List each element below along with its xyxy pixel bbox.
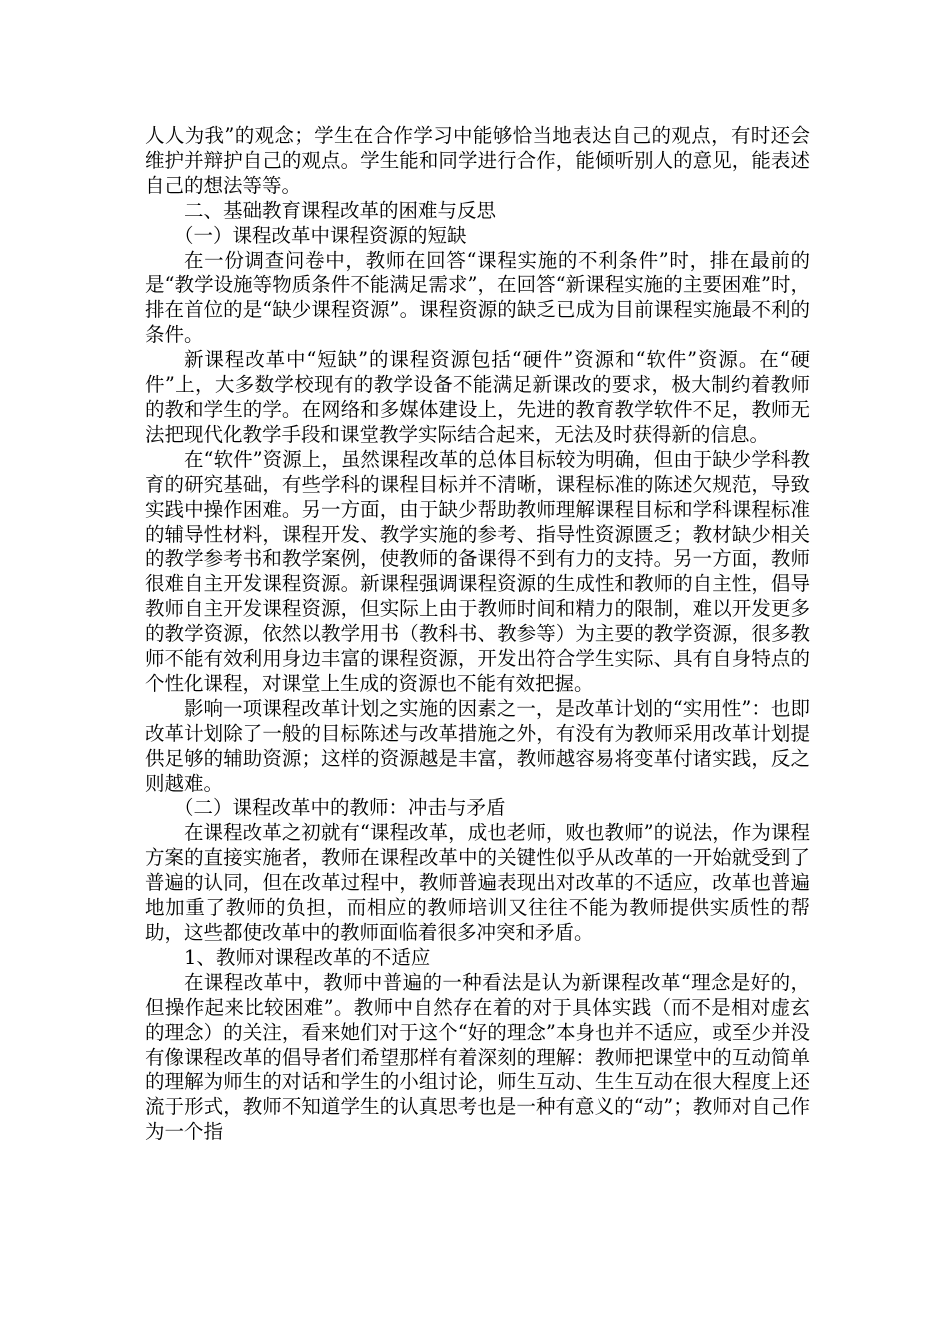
paragraph-adaptation: 在课程改革中，教师中普遍的一种看法是认为新课程改革“理念是好的，但操作起来比较困难”。教师中自然存在着的对于具体实践（而不是相对虚玄的理念）的关注，看来她们对于这个“好的理念”本身也并不适应，或至少并没有像课程改革的倡导者们希望那样有着深刻的理解：教师把课堂中的互动简单的理解为师生的对话和学生的小组讨论，师生互动、生生互动在很大程度上还流于形式，教师不知道学生的认真思考也是一种有意义的“动”；教师对自己作为一个指: [145, 970, 810, 1144]
paragraph-software: 在“软件”资源上，虽然课程改革的总体目标较为明确，但由于缺少学科教育的研究基础，有些学科的课程目标并不清晰，课程标准的陈述欠规范，导致实践中操作困难。另一方面，由于缺少帮助教师理解课程目标和学科课程标准的辅导性材料，课程开发、教学实施的参考、指导性资源匮乏；教材缺少相关的教学参考书和教学案例，使教师的备课得不到有力的支持。另一方面，教师很难自主开发课程资源。新课程强调课程资源的生成性和教师的自主性，倡导教师自主开发课程资源，但实际上由于教师时间和精力的限制，难以开发更多的教学资源，依然以教学用书（教科书、教参等）为主要的教学资源，很多教师不能有效利用身边丰富的课程资源，开发出符合学生实际、具有自身特点的个性化课程，对课堂上生成的资源也不能有效把握。: [145, 447, 810, 695]
paragraph-hardware: 新课程改革中“短缺”的课程资源包括“硬件”资源和“软件”资源。在“硬件”上，大多数学校现有的教学设备不能满足新课改的要求，极大制约着教师的教和学生的学。在网络和多媒体建设上，先进的教育教学软件不足，教师无法把现代化教学手段和课堂教学实际结合起来，无法及时获得新的信息。: [145, 348, 810, 446]
numbered-heading-1: 1、教师对课程改革的不适应: [184, 945, 431, 969]
paragraph-survey: 在一份调查问卷中，教师在回答“课程实施的不利条件”时，排在最前的是“教学设施等物质条件不能满足需求”，在回答“新课程实施的主要困难”时，排在首位的是“缺少课程资源”。课程资源的缺乏已成为目前课程实施最不利的条件。: [145, 248, 810, 347]
paragraph-continuation: 人人为我”的观念；学生在合作学习中能够恰当地表达自己的观点，有时还会维护并辩护自己的观点。学生能和同学进行合作，能倾听别人的意见，能表述自己的想法等等。: [145, 124, 810, 197]
paragraph-practicality: 影响一项课程改革计划之实施的因素之一，是改革计划的“实用性”：也即改革计划除了一般的目标陈述与改革措施之外，有没有为教师采用改革计划提供足够的辅助资源；这样的资源越是丰富，教师越容易将变革付诸实践，反之则越难。: [145, 696, 810, 795]
subsection-heading-1: （一）课程改革中课程资源的短缺: [174, 223, 467, 247]
subsection-heading-2: （二）课程改革中的教师：冲击与矛盾: [174, 796, 506, 820]
section-heading-2: 二、基础教育课程改革的困难与反思: [184, 198, 497, 222]
paragraph-teachers: 在课程改革之初就有“课程改革，成也老师，败也教师”的说法，作为课程方案的直接实施者，教师在课程改革中的关键性似乎从改革的一开始就受到了普遍的认同，但在改革过程中，教师普遍表现出对改革的不适应，改革也普遍地加重了教师的负担，而相应的教师培训又往往不能为教师提供实质性的帮助，这些都使改革中的教师面临着很多冲突和矛盾。: [145, 821, 810, 944]
document-page: [145, 124, 810, 1145]
